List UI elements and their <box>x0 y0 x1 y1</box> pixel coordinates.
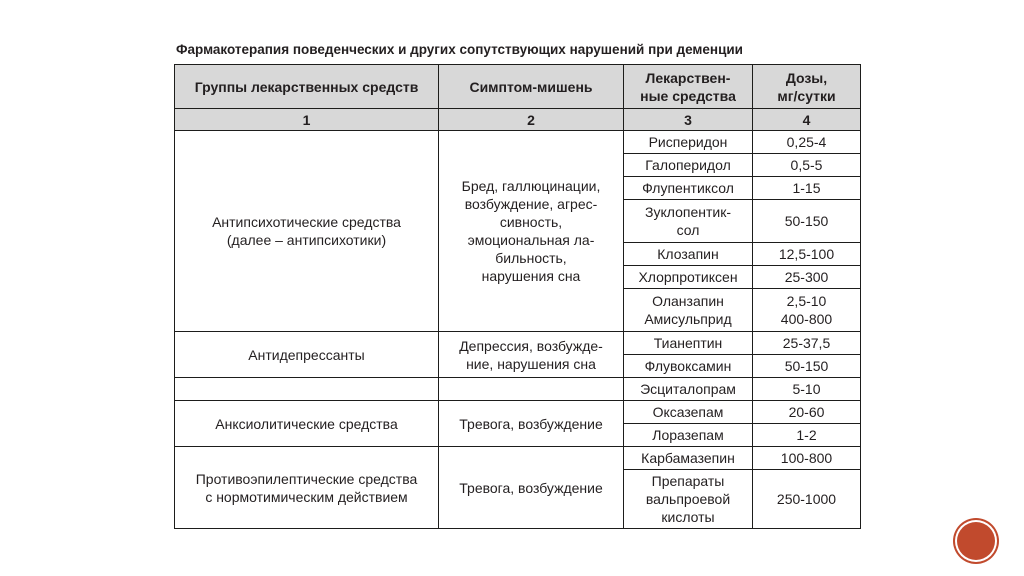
table-row <box>175 447 861 470</box>
table-row <box>175 332 861 355</box>
drug-name: Оланзапин Амисульприд <box>624 289 753 332</box>
drug-dose: 1-15 <box>753 177 861 200</box>
drug-dose: 0,25-4 <box>753 131 861 154</box>
drug-name: Эсциталопрам <box>624 378 753 401</box>
drug-name: Флувоксамин <box>624 355 753 378</box>
group-antiepileptic: Противоэпилептические средства с нормотимическим действием <box>175 447 439 529</box>
column-number: 4 <box>753 109 861 131</box>
header-doses: Дозы, мг/сутки <box>753 65 861 109</box>
symptom-anxiolytic: Тревога, возбуждение <box>439 401 624 447</box>
column-number: 3 <box>624 109 753 131</box>
header-target-symptom: Симптом-мишень <box>439 65 624 109</box>
empty-cell <box>439 378 624 401</box>
drug-dose: 0,5-5 <box>753 154 861 177</box>
header-drugs: Лекарствен- ные средства <box>624 65 753 109</box>
group-antidepressant: Антидепрессанты <box>175 332 439 378</box>
drug-dose: 25-300 <box>753 266 861 289</box>
header-row <box>175 65 861 109</box>
table-row <box>175 131 861 154</box>
drug-name: Тианептин <box>624 332 753 355</box>
table-caption: Фармакотерапия поведенческих и других сопутствующих нарушений при деменции <box>176 42 743 57</box>
drug-dose: 1-2 <box>753 424 861 447</box>
column-number: 2 <box>439 109 624 131</box>
drug-dose: 2,5-10 400-800 <box>753 289 861 332</box>
drug-name: Флупентиксол <box>624 177 753 200</box>
drug-dose: 50-150 <box>753 355 861 378</box>
symptom-antidepressant: Депрессия, возбужде- ние, нарушения сна <box>439 332 624 378</box>
drug-dose: 20-60 <box>753 401 861 424</box>
empty-cell <box>175 378 439 401</box>
drug-dose: 100-800 <box>753 447 861 470</box>
circle-bullet-icon <box>957 522 995 560</box>
drug-dose: 5-10 <box>753 378 861 401</box>
drug-dose: 25-37,5 <box>753 332 861 355</box>
group-anxiolytic: Анксиолитические средства <box>175 401 439 447</box>
drug-name: Рисперидон <box>624 131 753 154</box>
drug-dose: 50-150 <box>753 200 861 243</box>
table-row <box>175 378 861 401</box>
drug-name: Галоперидол <box>624 154 753 177</box>
column-numbers-row <box>175 109 861 131</box>
symptom-antiepileptic: Тревога, возбуждение <box>439 447 624 529</box>
drug-name: Хлорпротиксен <box>624 266 753 289</box>
pharmacotherapy-table <box>174 64 861 529</box>
symptom-antipsychotic: Бред, галлюцинации, возбуждение, агрес- сивность, эмоциональная ла- бильность, нарушения сна <box>439 131 624 332</box>
drug-name: Препараты вальпроевой кислоты <box>624 470 753 529</box>
column-number: 1 <box>175 109 439 131</box>
header-drug-groups: Группы лекарственных средств <box>175 65 439 109</box>
drug-name: Оксазепам <box>624 401 753 424</box>
table-row <box>175 401 861 424</box>
group-antipsychotic: Антипсихотические средства (далее – антипсихотики) <box>175 131 439 332</box>
drug-dose: 12,5-100 <box>753 243 861 266</box>
drug-name: Карбамазепин <box>624 447 753 470</box>
drug-dose: 250-1000 <box>753 470 861 529</box>
drug-name: Зуклопентик- сол <box>624 200 753 243</box>
drug-name: Лоразепам <box>624 424 753 447</box>
drug-name: Клозапин <box>624 243 753 266</box>
